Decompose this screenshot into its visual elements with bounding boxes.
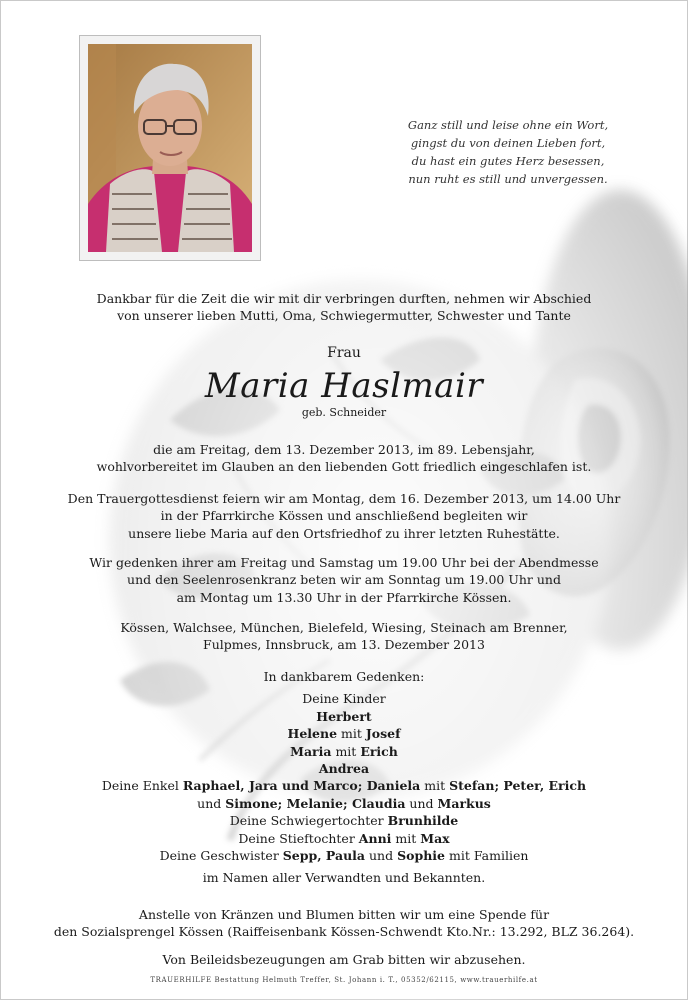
prayer-line: und den Seelenrosenkranz beten wir am Sonntag um 19.00 Uhr und <box>127 572 561 588</box>
prayer-times <box>40 554 648 606</box>
service-line: Den Trauergottesdienst feiern wir am Montag, dem 16. Dezember 2013, um 14.00 Uhr <box>67 491 621 506</box>
intro-line: von unserer lieben Mutti, Oma, Schwiegermutter, Schwester und Tante <box>117 308 571 324</box>
poem-line: Ganz still und leise ohne ein Wort, <box>407 118 609 132</box>
daughter-in-law-line <box>40 812 648 829</box>
poem <box>380 116 636 188</box>
portrait-photo-frame <box>79 35 261 261</box>
child-line <box>40 725 648 742</box>
undertaker-footer: TRAUERHILFE Bestattung Helmuth Treffer, St. Johann i. T., 05352/62115, www.trauerhilfe.at <box>150 976 538 984</box>
grandchildren-names: Stefan; Peter, Erich <box>449 778 587 794</box>
stepdaughter-name: Anni <box>358 830 392 846</box>
grandchildren-names: Simone; Melanie; Claudia <box>225 795 406 811</box>
siblings-line <box>40 847 648 864</box>
daughter-in-law-name: Brunhilde <box>387 813 459 829</box>
children-label: Deine Kinder <box>302 691 386 707</box>
deceased-name: Maria Haslmair <box>204 366 484 406</box>
poem-line: gingst du von deinen Lieben fort, <box>410 136 606 150</box>
grandchildren-names: Raphael, Jara und Marco; Daniela <box>182 778 421 794</box>
mourners-heading: In dankbarem Gedenken: <box>263 669 425 684</box>
places-date <box>40 619 648 654</box>
child-name: Andrea <box>318 761 370 777</box>
connector: und <box>405 795 438 811</box>
sibling-names: Sophie <box>397 848 445 864</box>
salutation: Frau <box>327 345 361 361</box>
grandchildren-line <box>40 795 648 812</box>
death-line: wohlvorbereitet im Glauben an den liebenden Gott friedlich eingeschlafen ist. <box>96 459 592 475</box>
closing-line: im Namen aller Verwandten und Bekannten. <box>202 870 486 886</box>
donation-line: den Sozialsprengel Kössen (Raiffeisenbank Kössen-Schwendt Kto.Nr.: 13.292, BLZ 36.264). <box>53 924 635 940</box>
prayer-line: am Montag um 13.30 Uhr in der Pfarrkirche Kössen. <box>176 589 512 605</box>
daughter-in-law-label: Deine Schwiegertochter <box>229 813 388 829</box>
poem-line: du hast ein gutes Herz besessen, <box>411 154 605 168</box>
siblings-label: Deine Geschwister <box>159 848 283 864</box>
donation-request <box>40 906 648 941</box>
condolence-note: Von Beileidsbezeugungen am Grab bitten wir abzusehen. <box>162 952 526 967</box>
service-line: in der Pfarrkirche Kössen und anschließend begleiten wir <box>160 508 528 524</box>
stepdaughter-label: Deine Stieftochter <box>238 830 359 846</box>
service-line: unsere liebe Maria auf den Ortsfriedhof zu ihrer letzten Ruhestätte. <box>128 525 560 541</box>
spouse-name: Josef <box>365 726 401 742</box>
connector: und <box>365 848 398 864</box>
siblings-suffix: mit Familien <box>445 848 529 864</box>
connector: mit <box>337 726 366 742</box>
grandchildren-label: Deine Enkel <box>101 778 183 794</box>
poem-line: nun ruht es still und unvergessen. <box>408 172 608 186</box>
spouse-name: Erich <box>360 743 398 759</box>
child-line <box>40 743 648 760</box>
connector: mit <box>331 743 361 759</box>
prayer-line: Wir gedenken ihrer am Freitag und Samstag um 19.00 Uhr bei der Abendmesse <box>89 555 599 570</box>
funeral-service <box>40 490 648 542</box>
intro-text <box>40 290 648 325</box>
donation-line: Anstelle von Kränzen und Blumen bitten wir um eine Spende für <box>138 907 550 922</box>
child-name: Herbert <box>316 708 372 724</box>
grandchildren-names: Markus <box>437 795 491 811</box>
sibling-names: Sepp, Paula <box>282 848 366 864</box>
stepdaughter-line <box>40 830 648 847</box>
places-line: Kössen, Walchsee, München, Bielefeld, Wiesing, Steinach am Brenner, <box>120 620 568 635</box>
child-name: Maria <box>290 743 332 759</box>
portrait-photo <box>88 44 252 252</box>
connector: mit <box>420 778 450 794</box>
grandchildren-line <box>40 777 648 794</box>
places-line: Fulpmes, Innsbruck, am 13. Dezember 2013 <box>203 637 485 653</box>
intro-line: Dankbar für die Zeit die wir mit dir verbringen durften, nehmen wir Abschied <box>96 291 592 306</box>
death-notice <box>40 441 648 476</box>
stepdaughter-partner: Max <box>420 830 450 846</box>
connector: und <box>197 795 226 811</box>
death-line: die am Freitag, dem 13. Dezember 2013, im 89. Lebensjahr, <box>153 442 535 457</box>
birth-name: geb. Schneider <box>301 406 387 419</box>
mourners-list <box>40 668 648 887</box>
child-name: Helene <box>287 726 338 742</box>
connector: mit <box>391 830 421 846</box>
